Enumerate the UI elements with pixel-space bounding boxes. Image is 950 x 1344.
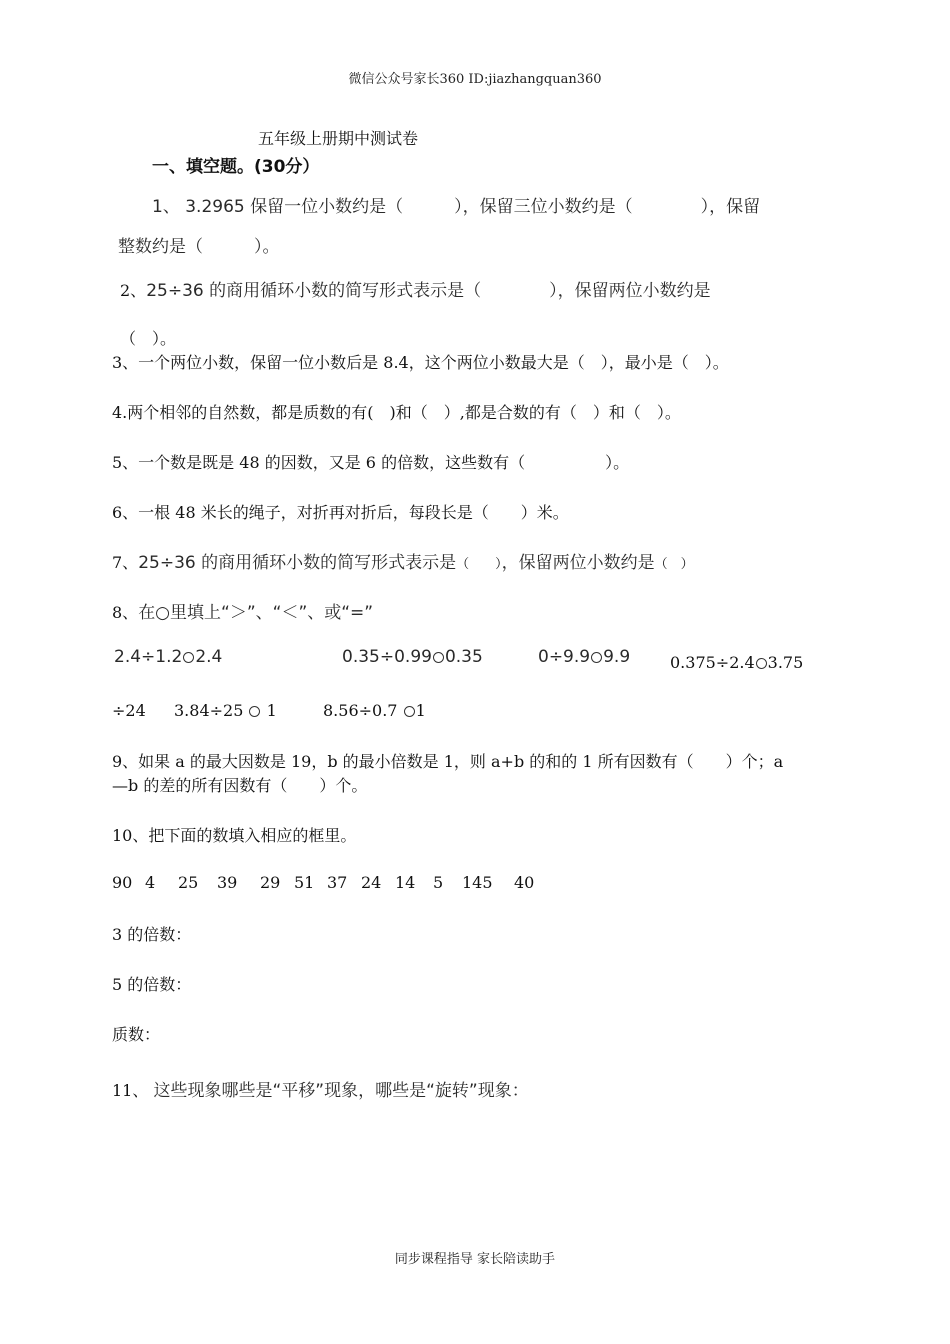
compare-circle-icon[interactable] [183,652,194,663]
compare-2-left: 0.35÷0.99 [342,647,432,667]
question-11-number: 11、 [112,1081,149,1100]
page-header: 微信公众号家长360 ID:jiazhangquan360 [348,72,602,87]
number-item: 5 [433,873,444,892]
compare-circle-icon[interactable] [404,706,415,717]
question-7 [112,548,694,573]
compare-circle-icon[interactable] [591,652,602,663]
question-5: 5、一个数是既是 48 的因数，又是 6 的倍数，这些数有（ ）。 [112,453,630,472]
question-3: 3、一个两位小数，保留一位小数后是 8.4，这个两位小数最大是（ ），最小是（ ）。 [112,353,729,372]
number-item: 39 [217,873,238,892]
question-4: 4.两个相邻的自然数，都是质数的有( )和（ ）,都是合数的有（ ）和（ ）。 [112,403,681,422]
compare-2 [342,647,483,667]
number-item: 4 [145,873,156,892]
question-8-text: 在○里填上“＞”、“＜”、或“=” [138,603,374,623]
compare-5-right: 1 [266,701,277,720]
number-item: 40 [514,873,535,892]
compare-3-left: 0÷9.9 [538,647,591,667]
question-7-number: 7、 [112,553,139,572]
question-1-line-2: 整数约是（ ）。 [118,237,280,257]
multiples-of-5-label: 5 的倍数： [112,975,192,994]
number-item: 37 [327,873,348,892]
question-10: 10、把下面的数填入相应的框里。 [112,826,357,845]
question-7-blank-1: （ ） [456,557,502,572]
number-item: 90 [112,873,133,892]
number-item: 145 [462,873,493,892]
compare-4-left: 0.375÷2.4 [670,653,755,672]
question-6: 6、一根 48 米长的绳子，对折再对折后，每段长是（ ）米。 [112,503,569,522]
number-item: 29 [260,873,281,892]
compare-4-continued: ÷24 [112,701,146,720]
page-footer: 同步课程指导 家长陪读助手 [394,1252,556,1267]
question-7-text: 25÷36 的商用循环小数的简写形式表示是 [138,553,457,573]
question-8-number: 8、 [112,603,139,622]
compare-6-right: 1 [415,701,426,720]
question-11-text: 这些现象哪些是“平移”现象，哪些是“旋转”现象： [153,1081,529,1101]
question-9-line-1: 9、如果 a 的最大因数是 19，b 的最小倍数是 1，则 a+b 的和的 1 所有因数有（ ）个；a [112,752,784,771]
compare-circle-icon[interactable] [756,658,767,669]
compare-1-left: 2.4÷1.2 [114,647,183,667]
primes-label: 质数： [112,1025,161,1044]
question-2-text: 25÷36 的商用循环小数的简写形式表示是（ ），保留两位小数约是 [146,281,711,301]
question-2 [120,276,711,301]
compare-1-right: 2.4 [195,647,223,667]
question-2-number: 2、 [120,281,147,300]
question-7-mid: ，保留两位小数约是 [501,553,655,573]
compare-6 [323,701,426,720]
number-item: 25 [178,873,199,892]
compare-2-right: 0.35 [444,647,483,667]
question-11 [112,1076,529,1101]
compare-1 [114,647,222,667]
question-9-line-2: —b 的差的所有因数有（ ）个。 [112,776,368,795]
compare-6-left: 8.56÷0.7 [323,701,398,720]
question-8 [112,598,373,623]
number-item: 14 [395,873,416,892]
question-7-blank-2: （ ） [654,557,694,572]
compare-circle-icon[interactable] [433,652,444,663]
compare-circle-icon[interactable] [249,706,260,717]
number-item: 51 [294,873,315,892]
exam-title: 五年级上册期中测试卷 [258,129,419,148]
compare-5 [174,701,277,720]
compare-3 [538,647,630,667]
question-1-line-1: 1、 3.2965 保留一位小数约是（ ），保留三位小数约是（ ），保留 [152,197,761,217]
section-heading: 一、填空题。(30分） [152,157,320,177]
multiples-of-3-label: 3 的倍数： [112,925,192,944]
compare-4 [670,653,803,672]
compare-4-right: 3.75 [767,653,804,672]
question-2-line-2: （ ）。 [120,329,177,348]
number-item: 24 [361,873,382,892]
compare-3-right: 9.9 [603,647,631,667]
compare-5-left: 3.84÷25 [174,701,244,720]
